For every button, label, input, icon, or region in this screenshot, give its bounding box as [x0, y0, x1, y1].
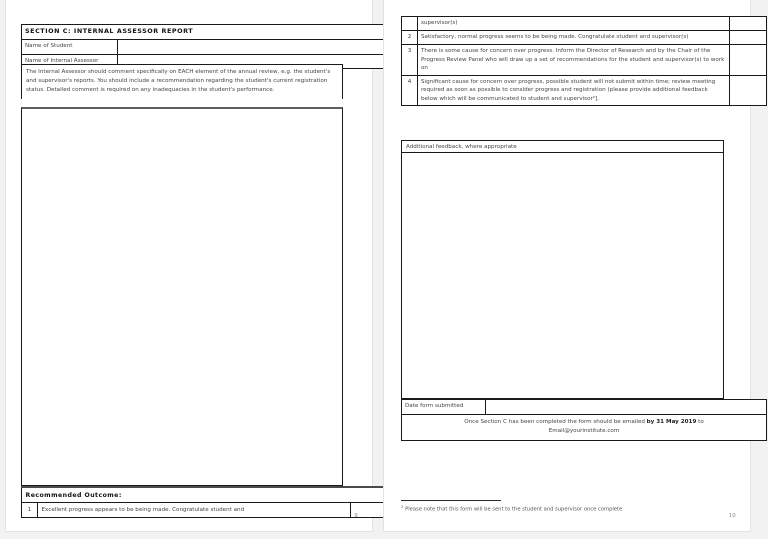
- outcome-number: 2: [402, 30, 418, 44]
- additional-feedback-input[interactable]: [401, 153, 724, 399]
- footnote: [401, 500, 731, 514]
- page-left: [6, 0, 372, 531]
- footnote-marker: 2: [401, 503, 404, 509]
- outcome-tick-box[interactable]: [730, 17, 767, 31]
- footnote-rule: [401, 500, 501, 501]
- submission-note: [402, 414, 767, 440]
- recommended-outcome-continued-table: [401, 16, 767, 106]
- page-number-right: 10: [728, 513, 736, 519]
- date-form-submitted-label: Date form submitted: [402, 400, 486, 415]
- outcome-number: 1: [22, 503, 38, 517]
- submission-note-suffix: to: [696, 418, 704, 425]
- outcome-text: supervisor(s): [418, 17, 730, 31]
- page-number-left: 9: [354, 513, 358, 519]
- outcome-tick-box[interactable]: [730, 30, 767, 44]
- page-right: [384, 0, 750, 531]
- submission-table: [401, 399, 767, 441]
- internal-assessor-header-table: [21, 24, 387, 69]
- additional-feedback-block: [401, 140, 724, 399]
- table-row: [22, 503, 387, 517]
- outcome-tick-box[interactable]: [730, 44, 767, 75]
- outcome-number: 4: [402, 75, 418, 106]
- submission-note-prefix: Once Section C has been completed the form should be emailed: [464, 418, 647, 425]
- field-label-name-of-internal-assessor: Name of Internal Assessor: [22, 54, 118, 69]
- outcome-number: 3: [402, 44, 418, 75]
- table-row: [402, 44, 767, 75]
- recommended-outcome-table: [21, 486, 387, 518]
- recommended-outcome-heading: Recommended Outcome:: [22, 487, 387, 503]
- outcome-tick-box[interactable]: [730, 75, 767, 106]
- table-row: [402, 17, 767, 31]
- table-row: [402, 75, 767, 106]
- submission-email: Email@yourinstitute.com: [548, 427, 620, 434]
- field-label-name-of-student: Name of Student: [22, 40, 118, 55]
- outcome-text: There is some cause for concern over progress. Inform the Director of Research and by the Chair of the Progress Review Panel who will draw up a set of recommendations for the student and supervisor(s) to work on: [418, 44, 730, 75]
- table-row: [22, 40, 387, 55]
- outcome-text: Satisfactory, normal progress seems to be being made. Congratulate student and supervisor(s): [418, 30, 730, 44]
- outcome-number: [402, 17, 418, 31]
- outcome-text: Excellent progress appears to be being made. Congratulate student and: [38, 503, 351, 517]
- table-row: [402, 414, 767, 440]
- footnote-text: Please note that this form will be sent to the student and supervisor once complete: [405, 506, 623, 513]
- field-input-name-of-student[interactable]: [118, 40, 387, 55]
- instructions-text: The Internal Assessor should comment specifically on EACH element of the annual review, e.g. the student's and supervisor's reports. You should include a recommendation regarding the student's current registration status. Detailed comment is required on any inadequacies in the student's performance.: [21, 64, 343, 99]
- date-form-submitted-input[interactable]: [486, 400, 767, 415]
- table-row: [402, 400, 767, 415]
- additional-feedback-label: Additional feedback, where appropriate: [401, 140, 724, 153]
- instructions-block: [21, 64, 343, 99]
- submission-deadline: by 31 May 2019: [646, 418, 697, 425]
- table-row: [402, 30, 767, 44]
- table-row: [22, 25, 387, 40]
- section-c-title: SECTION C: INTERNAL ASSESSOR REPORT: [22, 25, 387, 40]
- table-row: [22, 487, 387, 503]
- assessor-comment-area[interactable]: [21, 107, 343, 486]
- outcome-text: Significant cause for concern over progress, possible student will not submit within time; review meeting required as soon as possible to consider progress and registration (please provide additional feedback below which will be communicated to student and supervisor²].: [418, 75, 730, 106]
